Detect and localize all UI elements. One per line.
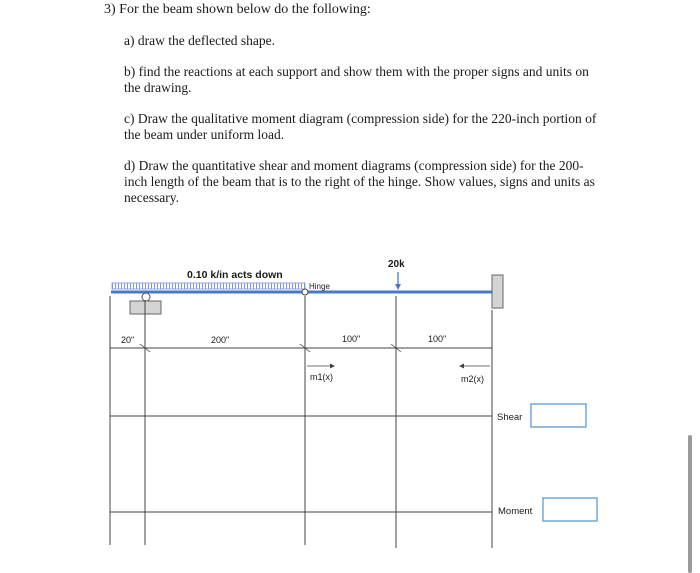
m2-label: m2(x) — [461, 374, 484, 384]
point-load-arrowhead — [395, 284, 401, 290]
moment-answer-box[interactable] — [543, 498, 597, 521]
m2-arrowhead — [459, 364, 464, 369]
part-a-text: a) draw the deflected shape. — [124, 33, 276, 48]
m1-label: m1(x) — [310, 372, 333, 382]
pin-support — [142, 293, 150, 301]
dim-100-right: 100" — [428, 334, 447, 344]
shear-label: Shear — [497, 412, 523, 423]
distributed-load — [112, 283, 305, 289]
part-d-text: d) Draw the quantitative shear and moment diagrams (compression side) for the 200-inch length of the beam that is to the right of the hinge. Show values, signs and units as necessary. — [124, 158, 595, 205]
dim-20: 20" — [121, 335, 135, 345]
part-b-text: b) find the reactions at each support and show them with the proper signs and units on the drawing. — [124, 64, 589, 95]
dim-200: 200" — [211, 335, 230, 345]
vertical-scrollbar[interactable] — [688, 435, 692, 573]
m1-arrowhead — [330, 364, 335, 369]
part-c-text: c) Draw the qualitative moment diagram (compression side) for the 220-inch portion of the beam under uniform load. — [124, 111, 597, 142]
fixed-support — [492, 275, 503, 308]
hinge — [302, 289, 308, 295]
dim-100-left: 100" — [342, 334, 361, 344]
load-label: 0.10 k/in acts down — [187, 269, 283, 281]
shear-answer-box[interactable] — [531, 404, 586, 427]
point-load-label: 20k — [388, 259, 405, 270]
question-title: 3) For the beam shown below do the following: — [104, 2, 371, 17]
hinge-label: Hinge — [309, 282, 330, 291]
moment-label: Moment — [498, 506, 533, 517]
